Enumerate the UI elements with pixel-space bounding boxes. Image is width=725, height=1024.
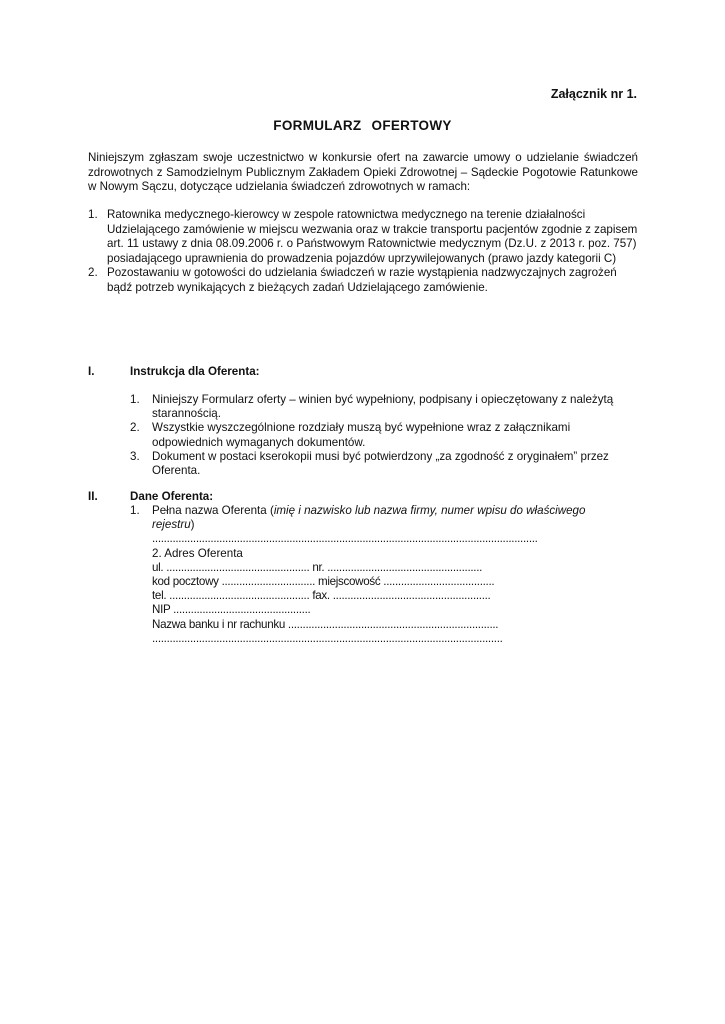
full-name-label-row [130, 504, 630, 518]
offeror-data-fields [130, 504, 630, 646]
full-name-hint-row [130, 518, 630, 532]
list-item [130, 421, 638, 449]
section-offeror-data-heading [88, 490, 213, 503]
section-title: Dane Oferenta: [130, 490, 214, 503]
list-item-text: Dokument w postaci kserokopii musi być potwierdzony „za zgodność z oryginałem” przez Oferenta. [152, 449, 609, 478]
list-number: 1. [130, 504, 140, 517]
full-name-hint-end: rejestru [152, 518, 191, 532]
list-item-text: Wszystkie wyszczególnione rozdziały muszą być wypełnione wraz z załącznikami odpowiednich wymaganych dokumentów. [152, 421, 571, 449]
nip-field[interactable]: NIP ............................................... [152, 603, 311, 617]
list-item-text: Niniejszy Formularz oferty – winien być wypełniony, podpisany i opieczętowany z należytą starannością. [152, 393, 614, 421]
offer-scope-list [88, 208, 638, 296]
street-number-field[interactable]: ul. ................................................. nr. ..................................................... [152, 560, 483, 574]
section-title: Instrukcja dla Oferenta: [130, 365, 260, 378]
full-name-label: Pełna nazwa Oferenta ( [152, 504, 274, 517]
list-number: 2. [130, 421, 140, 435]
bank-account-field[interactable]: Nazwa banku i nr rachunku ........................................................................ [152, 617, 499, 631]
phone-fax-field[interactable]: tel. ................................................ fax. ...................................................... [152, 589, 491, 603]
form-title: FORMULARZ OFERTOWY [273, 118, 452, 133]
list-item [130, 450, 638, 478]
list-item-text: Ratownika medycznego-kierowcy w zespole ratownictwa medycznego na terenie działalności Udzielającego zamówienie w miejscu wezwania oraz w trakcie transportu pacjentów zgodnie z zapisem art. 11 ustawy z dnia 08.09.2006 r. o Państwowym Ratownictwie medycznym (Dz.U. z 2013 r. poz. 757) posiadającego uprawnienia do prowadzenia pojazdów uprzywilejowanych (prawo jazdy kategorii C) [107, 208, 638, 265]
intro-paragraph: Niniejszym zgłaszam swoje uczestnictwo w konkursie ofert na zawarcie umowy o udzielanie świadczeń zdrowotnych z Samodzielnym Publicznym Zakładem Opieki Zdrowotnej – Sądeckie Pogotowie Ratunkowe w Nowym Sączu, dotyczące udzielania świadczeń zdrowotnych w ramach: [88, 151, 638, 194]
list-number: 1. [88, 208, 98, 221]
list-number: 1. [130, 393, 140, 406]
address-label: 2. Adres Oferenta [152, 546, 243, 560]
section-number: II. [88, 490, 98, 503]
list-item [88, 266, 638, 295]
full-name-hint: imię i nazwisko lub nazwa firmy, numer wpisu do właściwego [273, 504, 586, 517]
list-item-text: Pozostawaniu w gotowości do udzielania świadczeń w razie wystąpienia nadzwyczajnych zagrożeń bądź potrzeb wynikających z bieżących zadań Udzielającego zamówienie. [107, 266, 617, 294]
bank-account-continuation-field[interactable]: ........................................................................................................................ [152, 631, 503, 645]
annex-label: Załącznik nr 1. [550, 87, 637, 101]
section-number: I. [88, 365, 95, 378]
list-item [130, 393, 638, 421]
full-name-hint-close: ) [190, 518, 195, 532]
instructions-list [130, 393, 638, 478]
postal-city-field[interactable]: kod pocztowy ................................ miejscowość ...................................... [152, 575, 495, 589]
section-instructions-heading [88, 365, 260, 378]
full-name-field[interactable]: .................................................................................................................................... [152, 532, 538, 546]
list-number: 2. [88, 266, 98, 280]
list-number: 3. [130, 449, 140, 463]
list-item [88, 208, 638, 266]
